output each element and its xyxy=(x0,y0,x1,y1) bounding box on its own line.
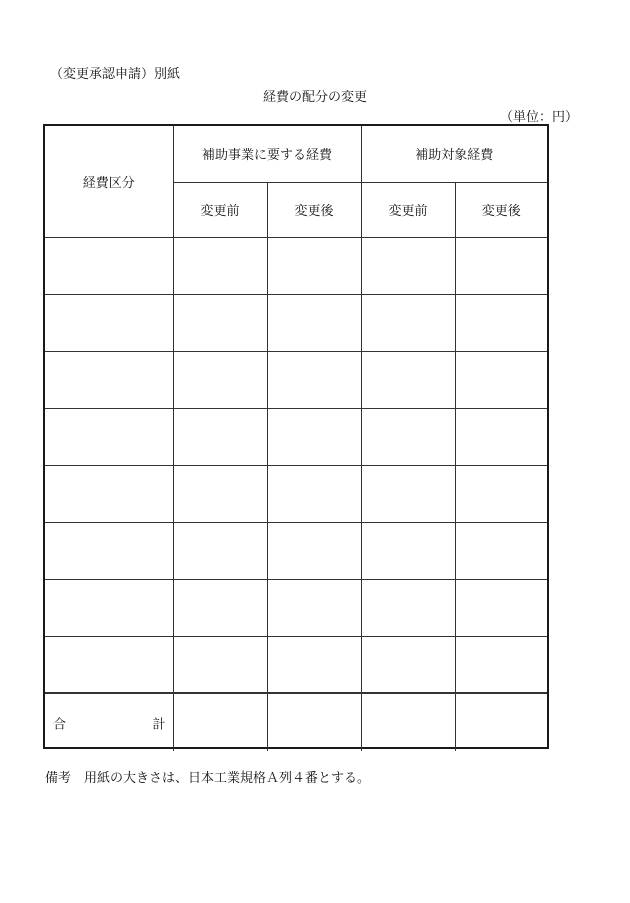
value-cell[interactable] xyxy=(173,465,267,522)
total-label-left: 合 xyxy=(53,717,67,732)
value-cell[interactable] xyxy=(267,579,361,636)
cost-table-frame xyxy=(43,124,549,749)
value-cell[interactable] xyxy=(361,294,455,351)
value-cell[interactable] xyxy=(455,237,547,294)
table-row xyxy=(45,522,547,579)
form-label: （変更承認申請）別紙 xyxy=(50,67,181,82)
after-change-header: 変更後 xyxy=(455,182,547,237)
document-title: 経費の配分の変更 xyxy=(262,90,367,105)
value-cell[interactable] xyxy=(455,636,547,693)
remark-note: 備考 用紙の大きさは、日本工業規格Ａ列４番とする。 xyxy=(45,771,371,786)
unit-label: （単位：円） xyxy=(499,110,578,125)
value-cell[interactable] xyxy=(455,408,547,465)
value-cell[interactable] xyxy=(173,237,267,294)
category-cell[interactable] xyxy=(45,636,173,693)
value-cell[interactable] xyxy=(267,408,361,465)
value-cell[interactable] xyxy=(267,294,361,351)
value-cell[interactable] xyxy=(267,237,361,294)
eligible-cost-header: 補助対象経費 xyxy=(361,126,547,182)
value-cell[interactable] xyxy=(267,636,361,693)
table-header-row xyxy=(45,126,547,182)
value-cell[interactable] xyxy=(173,408,267,465)
value-cell[interactable] xyxy=(173,522,267,579)
table-row xyxy=(45,237,547,294)
category-header: 経費区分 xyxy=(45,126,173,237)
value-cell[interactable] xyxy=(361,351,455,408)
value-cell[interactable] xyxy=(267,522,361,579)
value-cell[interactable] xyxy=(361,408,455,465)
value-cell[interactable] xyxy=(455,522,547,579)
table-row xyxy=(45,294,547,351)
total-value-cell[interactable] xyxy=(455,693,547,751)
category-cell[interactable] xyxy=(45,294,173,351)
table-row xyxy=(45,351,547,408)
value-cell[interactable] xyxy=(361,579,455,636)
category-cell[interactable] xyxy=(45,237,173,294)
category-cell[interactable] xyxy=(45,351,173,408)
value-cell[interactable] xyxy=(173,579,267,636)
category-cell[interactable] xyxy=(45,408,173,465)
value-cell[interactable] xyxy=(267,351,361,408)
value-cell[interactable] xyxy=(455,579,547,636)
total-label-right: 計 xyxy=(152,717,166,732)
category-cell[interactable] xyxy=(45,579,173,636)
value-cell[interactable] xyxy=(455,294,547,351)
total-value-cell[interactable] xyxy=(361,693,455,751)
total-row xyxy=(45,693,547,751)
value-cell[interactable] xyxy=(361,237,455,294)
table-row xyxy=(45,465,547,522)
category-cell[interactable] xyxy=(45,465,173,522)
value-cell[interactable] xyxy=(361,522,455,579)
value-cell[interactable] xyxy=(267,465,361,522)
table-row xyxy=(45,408,547,465)
value-cell[interactable] xyxy=(173,636,267,693)
value-cell[interactable] xyxy=(173,351,267,408)
cost-allocation-table xyxy=(45,126,547,751)
total-label-cell xyxy=(45,693,173,751)
after-change-header: 変更後 xyxy=(267,182,361,237)
value-cell[interactable] xyxy=(455,465,547,522)
before-change-header: 変更前 xyxy=(173,182,267,237)
value-cell[interactable] xyxy=(173,294,267,351)
project-cost-header: 補助事業に要する経費 xyxy=(173,126,361,182)
value-cell[interactable] xyxy=(361,465,455,522)
table-row xyxy=(45,636,547,693)
value-cell[interactable] xyxy=(455,351,547,408)
category-cell[interactable] xyxy=(45,522,173,579)
table-row xyxy=(45,579,547,636)
value-cell[interactable] xyxy=(361,636,455,693)
total-value-cell[interactable] xyxy=(173,693,267,751)
total-value-cell[interactable] xyxy=(267,693,361,751)
before-change-header: 変更前 xyxy=(361,182,455,237)
